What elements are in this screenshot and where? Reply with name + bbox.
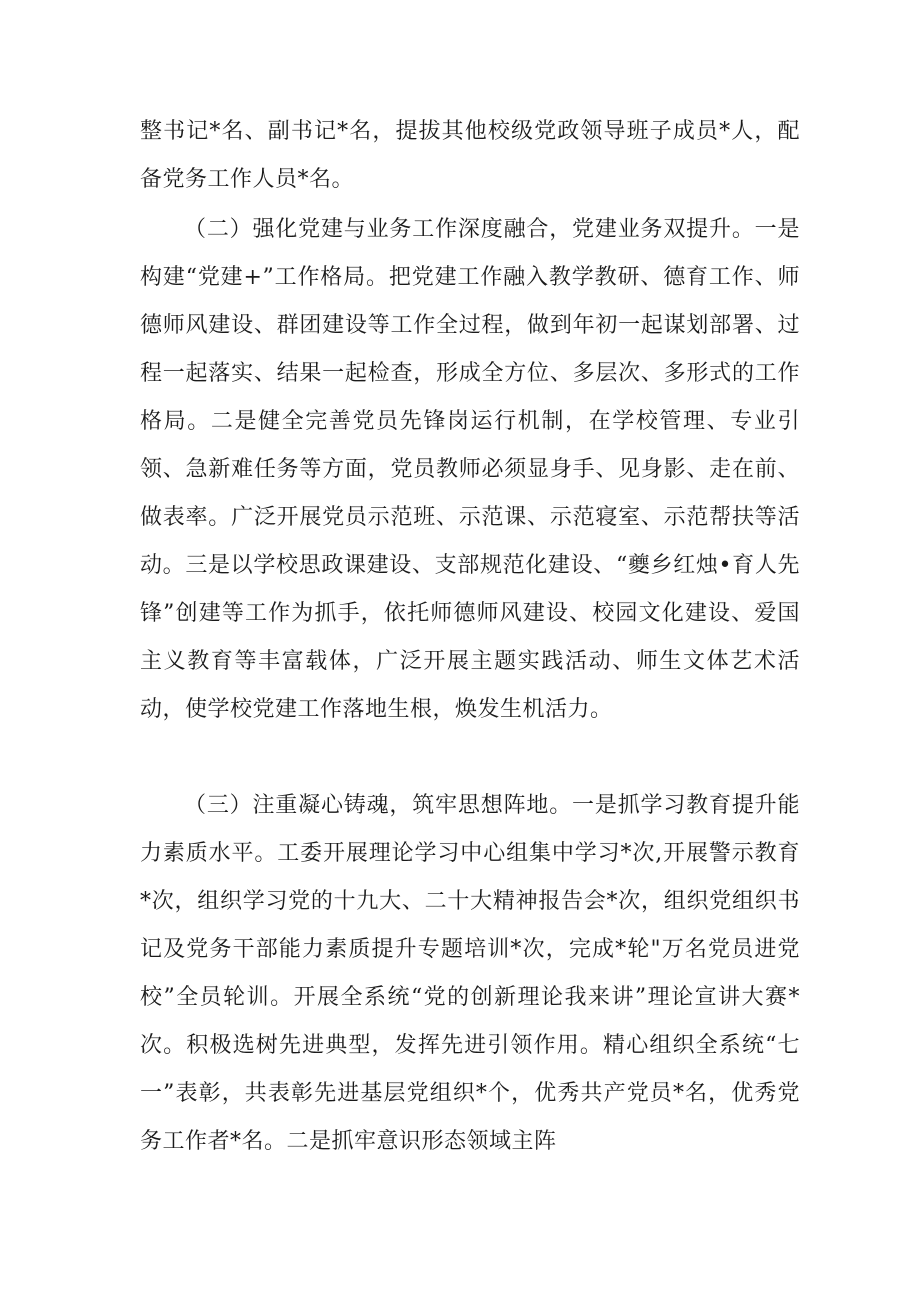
paragraph-2: （二）强化党建与业务工作深度融合，党建业务双提升。一是构建“党建+”工作格局。把党建工作融入教学教研、德育工作、师德师风建设、群团建设等工作全过程，做到年初一起谋划部署、过程一起落实、结果一起检查，形成全方位、多层次、多形式的工作格局。二是健全完善党员先锋岗运行机制，在学校管理、专业引领、急新难任务等方面，党员教师必须显身手、见身影、走在前、做表率。广泛开展党员示范班、示范课、示范寝室、示范帮扶等活动。三是以学校思政课建设、支部规范化建设、“夔乡红烛•育人先锋”创建等工作为抓手，依托师德师风建设、校园文化建设、爱国主义教育等丰富载体，广泛开展主题实践活动、师生文体艺术活动，使学校党建工作落地生根，焕发生机活力。 xyxy=(140,217,800,722)
paragraph-3: （三）注重凝心铸魂，筑牢思想阵地。一是抓学习教育提升能力素质水平。工委开展理论学习中心组集中学习*次,开展警示教育*次，组织学习党的十九大、二十大精神报告会*次，组织党组织书记及党务干部能力素质提升专题培训*次，完成*轮"万名党员进党校”全员轮训。开展全系统“党的创新理论我来讲”理论宣讲大赛*次。积极选树先进典型，发挥先进引领作用。精心组织全系统“七一”表彰，共表彰先进基层党组织*个，优秀共产党员*名，优秀党务工作者*名。二是抓牢意识形态领域主阵 xyxy=(140,793,800,1154)
paragraph-1: 整书记*名、副书记*名，提拔其他校级党政领导班子成员*人，配备党务工作人员*名。 xyxy=(140,119,800,192)
